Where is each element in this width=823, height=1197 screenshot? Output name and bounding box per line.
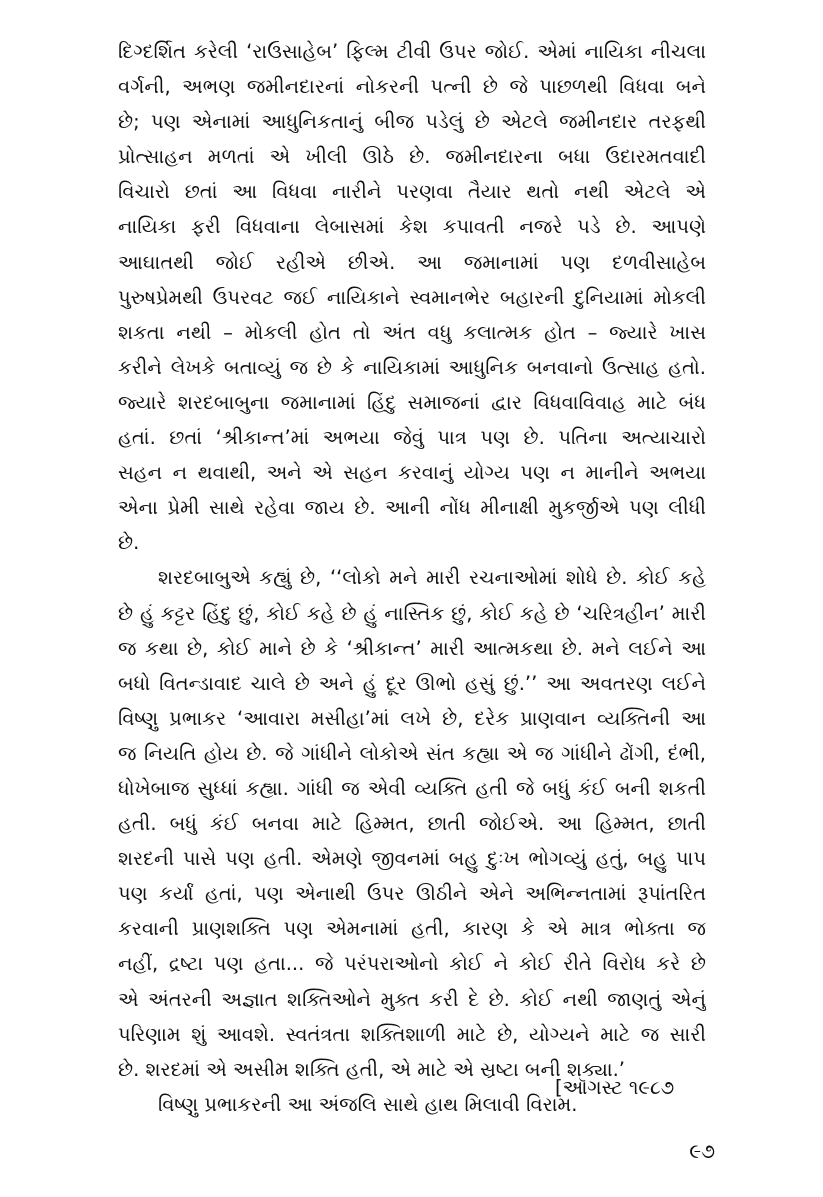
text-line: એના પ્રેમી સાથે રહેવા જાય છે. આની નોંધ મીનાક્ષી મુકર્જીએ પણ લીધી (118, 496, 706, 520)
text-line: નાયિકા ફરી વિધવાના લેબાસમાં કેશ કપાવતી નજરે પડે છે. આપણે (118, 215, 706, 239)
text-line: જ નિયતિ હોય છે. જે ગાંધીને લોકોએ સંત કહ્યા એ જ ગાંધીને ઢોંગી, દંભી, (118, 741, 706, 765)
text-line: સહન ન થવાથી, અને એ સહન કરવાનું યોગ્ય પણ ન માનીને અભયા (118, 461, 706, 485)
text-line: છે હું કટ્ટર હિંદુ છું, કોઈ કહે છે હું નાસ્તિક છું, કોઈ કહે છે ‘ચરિત્રહીન’ મારી (118, 601, 706, 625)
text-line: છે. (118, 531, 140, 555)
dateline: [ઑગસ્ટ ૧૯૮૭ (555, 1076, 675, 1099)
text-line: હતાં. છતાં ‘શ્રીકાન્ત’માં અભયા જેવું પાત્ર પણ છે. પતિના અત્યાચારો (118, 426, 706, 450)
text-line: પુરુષપ્રેમથી ઉપરવટ જઈ નાયિકાને સ્વમાનભેર બહારની દુનિયામાં મોકલી (118, 285, 706, 309)
text-line: પ્રોત્સાહન મળતાં એ ખીલી ઊઠે છે. જમીનદારના બધા ઉદારમતવાદી (118, 145, 706, 169)
text-line: કરીને લેખકે બતાવ્યું જ છે કે નાયિકામાં આધુનિક બનવાનો ઉત્સાહ હતો. (118, 355, 706, 379)
paragraph-start-line: શરદબાબુએ કહ્યું છે, ‘‘લોકો મને મારી રચનાઓમાં શોધે છે. કોઈ કહે (158, 566, 706, 590)
text-line: શકતા નથી – મોકલી હોત તો અંત વધુ કલાત્મક હોત – જ્યારે ખાસ (118, 320, 706, 344)
text-line: એ અંતરની અજ્ઞાત શક્તિઓને મુક્ત કરી દે છે. કોઈ નથી જાણતું એનું (118, 987, 706, 1011)
text-line: પરિણામ શું આવશે. સ્વતંત્રતા શક્તિશાળી માટે છે, યોગ્યને માટે જ સારી (118, 1022, 706, 1046)
text-line: વર્ગની, અભણ જમીનદારનાં નોકરની પત્ની છે જે પાછળથી વિધવા બને (118, 75, 706, 99)
text-line: ધોખેબાજ સુધ્ધાં કહ્યા. ગાંધી જ એવી વ્યક્તિ હતી જે બધું કંઈ બની શકતી (118, 776, 706, 800)
paragraph-start-line: વિષ્ણુ પ્રભાકરની આ અંજલિ સાથે હાથ મિલાવી વિરામ. (158, 1092, 578, 1116)
text-line: છે; પણ એનામાં આધુનિકતાનું બીજ પડેલું છે એટલે જમીનદાર તરફથી (118, 110, 706, 134)
page-number: ૯૭ (689, 1139, 715, 1163)
text-line: છે. શરદમાં એ અસીમ શક્તિ હતી, એ માટે એ સ્રષ્ટા બની શક્યા.’ (118, 1057, 626, 1081)
text-line: નહીં, દ્રષ્ટા પણ હતા... જે પરંપરાઓનો કોઈ ને કોઈ રીતે વિરોધ કરે છે (118, 952, 706, 976)
text-line: કરવાની પ્રાણશક્તિ પણ એમનામાં હતી, કારણ કે એ માત્ર ભોક્તા જ (118, 917, 706, 941)
text-line: શરદની પાસે પણ હતી. એમણે જીવનમાં બહુ દુઃખ ભોગવ્યું હતું, બહુ પાપ (118, 847, 706, 871)
body-text (118, 34, 706, 1122)
text-line: હતી. બધું કંઈ બનવા માટે હિમ્મત, છાતી જોઈએ. આ હિમ્મત, છાતી (118, 812, 706, 836)
text-line: દિગ્દર્શિત કરેલી ‘રાઉસાહેબ’ ફિલ્મ ટીવી ઉપર જોઈ. એમાં નાયિકા નીચલા (118, 40, 706, 63)
text-line: વિષ્ણુ પ્રભાકર ‘આવારા મસીહા’માં લખે છે, દરેક પ્રાણવાન વ્યક્તિની આ (118, 706, 706, 730)
text-line: પણ કર્યાં હતાં, પણ એનાથી ઉપર ઊઠીને એને અભિન્નતામાં રૂપાંતરિત (118, 882, 706, 906)
text-line: જ કથા છે, કોઈ માને છે કે ‘શ્રીકાન્ત’ મારી આત્મકથા છે. મને લઈને આ (118, 636, 706, 660)
text-line: બધો વિતન્ડાવાદ ચાલે છે અને હું દૂર ઊભો હસું છું.’’ આ અવતરણ લઈને (118, 671, 706, 695)
text-line: વિચારો છતાં આ વિધવા નારીને પરણવા તૈયાર થતો નથી એટલે એ (118, 180, 706, 204)
text-line: આઘાતથી જોઈ રહીએ છીએ. આ જમાનામાં પણ દળવીસાહેબ (118, 250, 706, 274)
text-line: જ્યારે શરદબાબુના જમાનામાં હિંદુ સમાજનાં દ્વાર વિધવાવિવાહ માટે બંધ (118, 390, 706, 414)
